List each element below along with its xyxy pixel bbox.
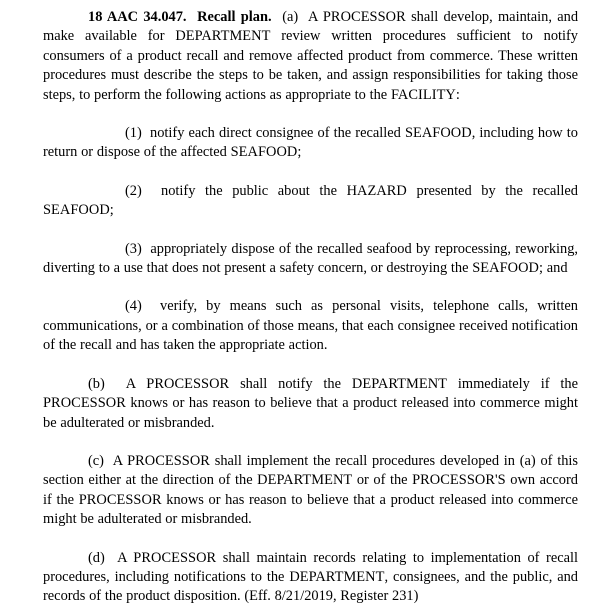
effective-date-citation: (Eff. 8/21/2019, Register 231)	[244, 588, 419, 605]
term-seafood: SEAFOOD	[472, 260, 539, 277]
subsection-c-text-1: A	[112, 452, 128, 469]
subsection-b-text-1: A	[125, 375, 147, 392]
item-2-text-3: ;	[109, 202, 114, 219]
paragraph-item-2	[43, 182, 578, 221]
label-space-a	[272, 9, 283, 25]
item-1-label: (1)	[125, 125, 142, 142]
subsection-c-text-4: own accord if the	[43, 472, 578, 508]
gap-2	[142, 183, 161, 199]
subsection-c-label: (c)	[88, 452, 104, 469]
item-4-text-1: verify, by means such as personal visits, telephone calls, written communications, or a combination of those means, that each consignee received notification of the recall and has taken the appropriate action.	[43, 298, 578, 354]
term-seafood: SEAFOOD	[230, 144, 298, 161]
paragraph-subsection-c	[43, 452, 578, 530]
term-processor: PROCESSOR	[127, 452, 210, 469]
subsection-a-text-4: :	[455, 86, 460, 103]
term-processor: PROCESSOR	[78, 491, 162, 508]
gap-a	[298, 9, 308, 25]
gap-c	[104, 453, 113, 469]
subsection-d-label: (d)	[88, 549, 105, 566]
term-processor: PROCESSOR	[146, 375, 230, 392]
subsection-c-text-2: shall implement the recall procedures developed in (a) of this section either at the direction of the	[43, 452, 578, 489]
item-2-text-2: presented by the recalled	[406, 182, 578, 199]
paragraph-item-4	[43, 297, 578, 355]
subsection-b-label: (b)	[88, 375, 105, 392]
term-facility: FACILITY	[390, 86, 456, 103]
subsection-c-text-3: or of the	[352, 472, 413, 489]
item-1-text-2: , including how to return or dispose of the affected	[43, 125, 578, 161]
term-processor: PROCESSOR	[43, 395, 126, 412]
term-department: DEPARTMENT	[351, 375, 448, 392]
term-department: DEPARTMENT	[289, 568, 385, 585]
subsection-c-text-5: knows or has reason to believe that a product released into commerce might be adulterated or misbranded.	[43, 491, 578, 528]
subsection-a-label: (a)	[282, 9, 299, 25]
term-processor: PROCESSOR	[322, 9, 406, 25]
paragraph-subsection-a	[43, 8, 578, 105]
subsection-a-text-1: A	[307, 9, 323, 25]
paragraph-item-3	[43, 240, 578, 279]
term-hazard: HAZARD	[346, 182, 407, 199]
term-department: DEPARTMENT	[257, 472, 353, 489]
term-processor: PROCESSOR	[133, 549, 217, 566]
paragraph-subsection-d	[43, 549, 578, 607]
gap-b	[105, 376, 126, 392]
term-seafood: SEAFOOD	[43, 202, 110, 219]
term-department: DEPARTMENT	[175, 28, 271, 45]
term-processors-possessive: PROCESSOR'S	[412, 472, 506, 489]
item-2-text-1: notify the public about the	[161, 182, 347, 199]
item-3-text-2: ; and	[539, 260, 568, 277]
subsection-d-text-1: A	[117, 549, 134, 566]
subsection-d-text-3: , consignees, and the public, and records of the product disposition.	[43, 568, 578, 605]
item-3-label: (3)	[125, 240, 142, 257]
gap-4	[142, 298, 160, 314]
section-number: 18 AAC 34.047.	[88, 9, 187, 25]
gap-d	[105, 550, 117, 566]
heading-space	[187, 9, 198, 25]
section-title: Recall plan.	[197, 9, 272, 25]
subsection-a-text-2: shall develop, maintain, and make available for	[43, 9, 579, 45]
item-3-text-1: appropriately dispose of the recalled seafood by reprocessing, reworking, diverting to a use that does not present a safety concern, or destroying the	[43, 240, 578, 277]
item-1-text-3: ;	[297, 144, 302, 161]
term-seafood: SEAFOOD	[404, 125, 472, 142]
item-2-label: (2)	[125, 182, 142, 199]
subsection-b-text-2: shall notify the	[229, 375, 352, 392]
paragraph-item-1	[43, 124, 578, 163]
subsection-a-text-3: review written procedures sufficient to notify consumers of a product recall and remove affected product from commerce. These written procedures must describe the steps to be taken, and assign responsibilities for taking those steps, to perform the following actions as appropriate to the	[43, 28, 578, 103]
subsection-d-text-2: shall maintain records relating to implementation of recall procedures, including notifications to the	[43, 549, 578, 585]
item-4-label: (4)	[125, 298, 142, 315]
subsection-b-text-4: knows or has reason to believe that a product released into commerce might be adulterated or misbranded.	[43, 395, 578, 431]
paragraph-subsection-b	[43, 375, 578, 433]
gap-1	[142, 125, 150, 141]
subsection-b-text-3: immediately if the	[447, 375, 579, 392]
item-1-text-1: notify each direct consignee of the recalled	[150, 125, 405, 142]
